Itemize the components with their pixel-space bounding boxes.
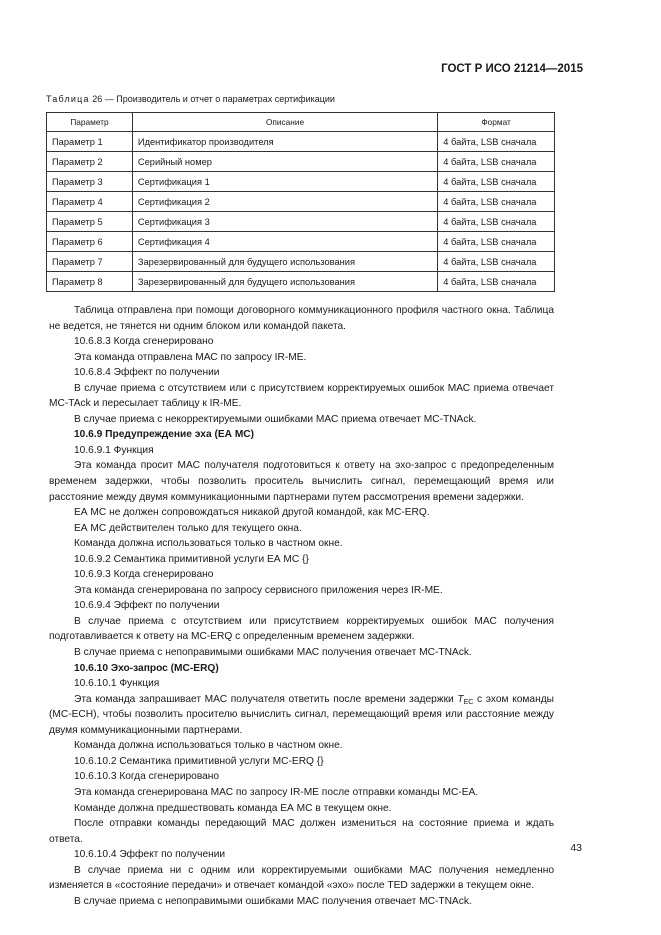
cell-format: 4 байта, LSB сначала: [438, 272, 555, 292]
cell-format: 4 байта, LSB сначала: [438, 192, 555, 212]
column-header-description: Описание: [132, 113, 437, 132]
table-row: [47, 152, 555, 172]
section-heading: 10.6.9 Предупреждение эха (ЕА МС): [74, 429, 255, 441]
subsection-heading: 10.6.10.2 Семантика примитивной услуги MC-ERQ {}: [74, 755, 324, 767]
formula-variable: T: [457, 693, 464, 705]
table-row: [47, 192, 555, 212]
paragraph: После отправки команды передающий МАС должен измениться на состояние приема и ждать ответа.: [49, 818, 554, 845]
paragraph: В случае приема с отсутствием или присутствием корректируемых ошибок МАС получения подготавливается к ответу на MC-ERQ с определенным временем задержки.: [49, 615, 554, 643]
subsection-heading: 10.6.8.3 Когда сгенерировано: [74, 336, 214, 348]
paragraph: Эта команда просит МАС получателя подготовиться к ответу на эхо-запрос с предопределенным временем задержки, чтобы позволить проситель вычислить сигнал, перемещающий время или расстояние между двумя коммуникационными партнерами путем рассмотрения времени задержки.: [49, 460, 554, 503]
cell-description: Зарезервированный для будущего использования: [132, 272, 437, 292]
formula-subscript: EC: [463, 698, 474, 706]
subsection-heading: 10.6.10.4 Эффект по получении: [74, 849, 226, 861]
cell-parameter: Параметр 3: [47, 172, 133, 192]
subsection-heading: 10.6.9.4 Эффект по получении: [74, 600, 220, 612]
cell-description: Сертификация 1: [132, 172, 437, 192]
document-body: [49, 303, 554, 909]
paragraph: Команде должна предшествовать команда ЕА МС в текущем окне.: [74, 802, 392, 814]
text-run: с эхом команды (MC-ECH), чтобы позволить просителю вычислить сигнал, перемещающий время или расстояние между двумя коммуникационными партнерами.: [49, 693, 554, 736]
paragraph: В случае приема с непоправимыми ошибками МАС получения отвечает MC-TNAck.: [74, 895, 472, 907]
cell-parameter: Параметр 7: [47, 252, 133, 272]
subsection-heading: 10.6.9.2 Семантика примитивной услуги ЕА МС {}: [74, 553, 309, 565]
cell-description: Сертификация 3: [132, 212, 437, 232]
paragraph: В случае приема с отсутствием или с присутствием корректируемых ошибок МАС приема отвечает MC-TAck и пересылает таблицу к IR-ME.: [49, 382, 554, 410]
cell-description: Сертификация 4: [132, 232, 437, 252]
subsection-heading: 10.6.10.1 Функция: [74, 678, 160, 690]
column-header-format: Формат: [438, 113, 555, 132]
cell-format: 4 байта, LSB сначала: [438, 172, 555, 192]
paragraph: Эта команда сгенерирована по запросу сервисного приложения через IR-ME.: [74, 584, 443, 596]
cell-format: 4 байта, LSB сначала: [438, 232, 555, 252]
cell-description: Сертификация 2: [132, 192, 437, 212]
subsection-heading: 10.6.9.1 Функция: [74, 444, 154, 456]
cell-format: 4 байта, LSB сначала: [438, 252, 555, 272]
table-caption-label: Таблица: [46, 94, 90, 104]
cell-format: 4 байта, LSB сначала: [438, 152, 555, 172]
paragraph: В случае приема с некорректируемыми ошибками МАС приема отвечает MC-TNAck.: [74, 413, 477, 425]
cell-parameter: Параметр 6: [47, 232, 133, 252]
subsection-heading: 10.6.8.4 Эффект по получении: [74, 367, 220, 379]
paragraph: Эта команда отправлена МАС по запросу IR-ME.: [74, 351, 307, 363]
table-row: [47, 252, 555, 272]
text-run: Эта команда запрашивает МАС получателя ответить после времени задержки: [74, 693, 458, 705]
table-row: [47, 212, 555, 232]
section-heading: 10.6.10 Эхо-запрос (MC-ERQ): [74, 662, 219, 674]
paragraph: ЕА МС действителен только для текущего окна.: [74, 522, 302, 534]
document-code: ГОСТ Р ИСО 21214—2015: [441, 63, 583, 75]
paragraph-with-formula: [49, 692, 554, 739]
table-row: [47, 172, 555, 192]
paragraph: В случае приема с непоправимыми ошибками МАС получения отвечает MC-TNAck.: [74, 647, 472, 659]
cell-parameter: Параметр 8: [47, 272, 133, 292]
table-header-row: [47, 113, 555, 132]
paragraph: Команда должна использоваться только в частном окне.: [74, 740, 343, 752]
cell-parameter: Параметр 1: [47, 132, 133, 152]
paragraph: Таблица отправлена при помощи договорного коммуникационного профиля частного окна. Таблица не ведется, не тянется ни одним блоком или командой пакета.: [49, 305, 554, 332]
table-caption-text: 26 — Производитель и отчет о параметрах сертификации: [92, 94, 335, 104]
cell-description: Зарезервированный для будущего использования: [132, 252, 437, 272]
cell-description: Серийный номер: [132, 152, 437, 172]
cell-parameter: Параметр 2: [47, 152, 133, 172]
cell-parameter: Параметр 5: [47, 212, 133, 232]
subsection-heading: 10.6.9.3 Когда сгенерировано: [74, 569, 214, 581]
table-row: [47, 232, 555, 252]
page-number: 43: [570, 842, 582, 854]
cell-format: 4 байта, LSB сначала: [438, 132, 555, 152]
paragraph: Эта команда сгенерирована МАС по запросу IR-ME после отправки команды MC-EA.: [74, 786, 479, 798]
cell-parameter: Параметр 4: [47, 192, 133, 212]
paragraph: Команда должна использоваться только в частном окне.: [74, 538, 343, 550]
parameters-table: [46, 112, 555, 292]
paragraph: В случае приема ни с одним или корректируемыми ошибками МАС получения немедленно изменяется в «состояние передачи» и отвечает командой «эхо» после TED задержки в текущем окне.: [49, 864, 554, 892]
paragraph: ЕА МС не должен сопровождаться никакой другой командой, как MC-ERQ.: [74, 507, 430, 519]
table-row: [47, 272, 555, 292]
cell-description: Идентификатор производителя: [132, 132, 437, 152]
subsection-heading: 10.6.10.3 Когда сгенерировано: [74, 771, 220, 783]
cell-format: 4 байта, LSB сначала: [438, 212, 555, 232]
column-header-parameter: Параметр: [47, 113, 133, 132]
table-row: [47, 132, 555, 152]
table-caption: [46, 94, 335, 104]
